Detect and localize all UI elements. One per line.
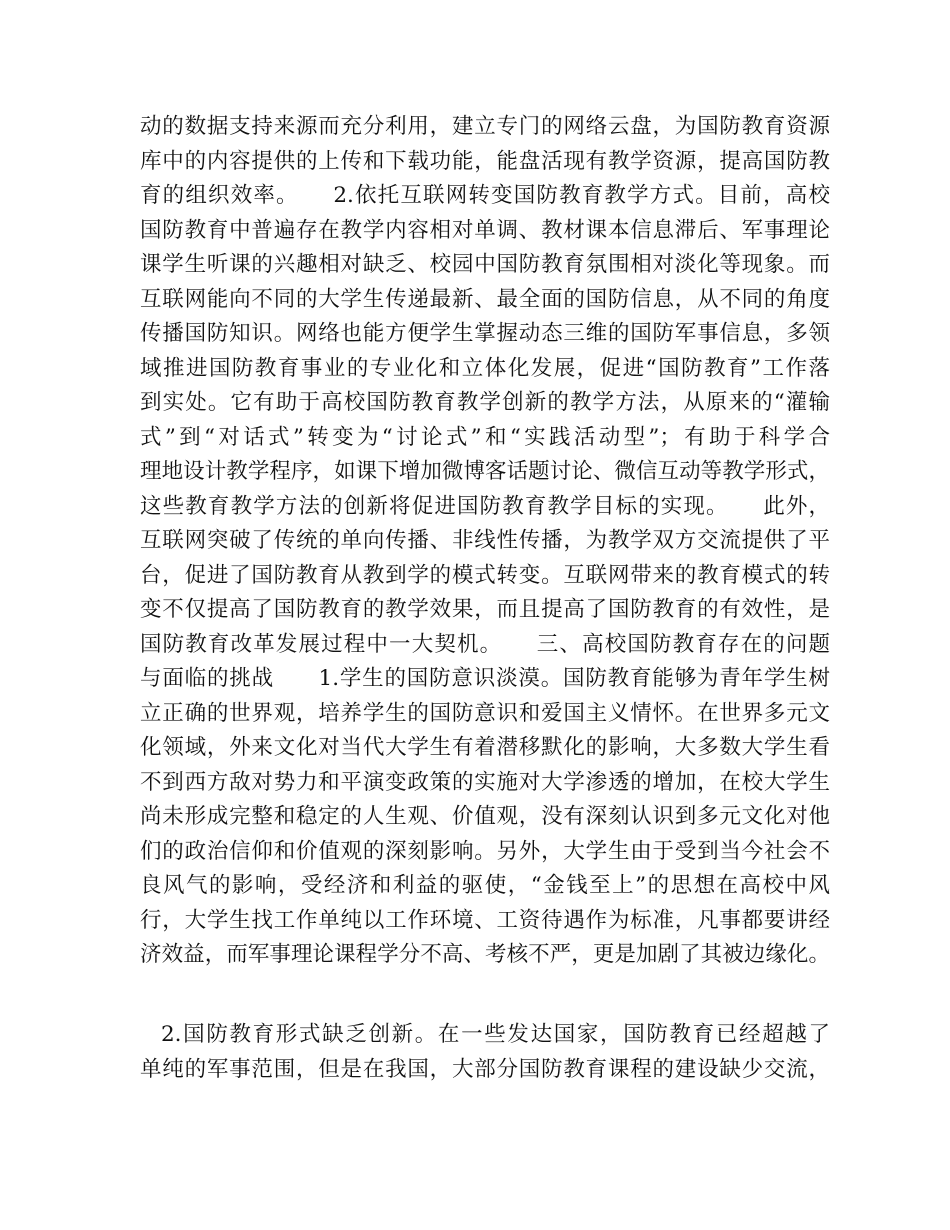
text-line: 互联网突破了传统的单向传播、非线性传播，为教学双方交流提供了平 <box>140 528 830 553</box>
text-line: 传播国防知识。网络也能方便学生掌握动态三维的国防军事信息，多领 <box>140 321 830 346</box>
text-line: 立正确的世界观，培养学生的国防意识和爱国主义情怀。在世界多元文 <box>140 700 830 726</box>
paragraph-1 <box>140 110 830 973</box>
text-line: 库中的内容提供的上传和下载功能，能盘活现有教学资源，提高国防教 <box>140 148 830 174</box>
text-line: 育的组织效率。 2.依托互联网转变国防教育教学方式。目前，高校 <box>140 183 830 208</box>
text-line: 变不仅提高了国防教育的教学效果，而且提高了国防教育的有效性，是 <box>140 597 830 622</box>
text-line: 到实处。它有助于高校国防教育教学创新的教学方法，从原来的“灌输 <box>140 390 830 415</box>
text-line: 理地设计教学程序，如课下增加微博客话题讨论、微信互动等教学形式， <box>140 459 830 484</box>
text-line: 动的数据支持来源而充分利用，建立专门的网络云盘，为国防教育资源 <box>140 114 830 139</box>
text-line: 尚未形成完整和稳定的人生观、价值观，没有深刻认识到多元文化对他 <box>140 804 830 829</box>
text-line: 域推进国防教育事业的专业化和立体化发展，促进“国防教育”工作落 <box>140 355 830 381</box>
text-line: 济效益，而军事理论课程学分不高、考核不严，更是加剧了其被边缘化。 <box>140 942 830 967</box>
text-line: 国防教育中普遍存在教学内容相对单调、教材课本信息滞后、军事理论 <box>140 217 830 243</box>
text-line: 不到西方敌对势力和平演变政策的实施对大学渗透的增加，在校大学生 <box>140 769 830 795</box>
text-line: 行，大学生找工作单纯以工作环境、工资待遇作为标准，凡事都要讲经 <box>140 907 830 933</box>
text-line: 化领域，外来文化对当代大学生有着潜移默化的影响，大多数大学生看 <box>140 735 830 760</box>
text-line: 2.国防教育形式缺乏创新。在一些发达国家，国防教育已经超越了 <box>161 1022 830 1047</box>
text-line: 国防教育改革发展过程中一大契机。 三、高校国防教育存在的问题 <box>140 631 830 657</box>
text-line: 与面临的挑战 1.学生的国防意识淡漠。国防教育能够为青年学生树 <box>140 666 830 691</box>
text-line: 台，促进了国防教育从教到学的模式转变。互联网带来的教育模式的转 <box>140 562 830 588</box>
text-line: 课学生听课的兴趣相对缺乏、校园中国防教育氛围相对淡化等现象。而 <box>140 252 830 277</box>
text-line: 这些教育教学方法的创新将促进国防教育教学目标的实现。 此外， <box>140 493 830 519</box>
text-line: 们的政治信仰和价值观的深刻影响。另外，大学生由于受到当今社会不 <box>140 838 830 864</box>
text-line: 式”到“对话式”转变为“讨论式”和“实践活动型”；有助于科学合 <box>140 424 830 450</box>
text-line: 互联网能向不同的大学生传递最新、最全面的国防信息，从不同的角度 <box>140 286 830 312</box>
text-line: 良风气的影响，受经济和利益的驱使，“金钱至上”的思想在高校中风 <box>140 873 830 898</box>
text-line: 单纯的军事范围，但是在我国，大部分国防教育课程的建设缺少交流， <box>140 1056 830 1082</box>
paragraph-2 <box>140 1018 830 1087</box>
